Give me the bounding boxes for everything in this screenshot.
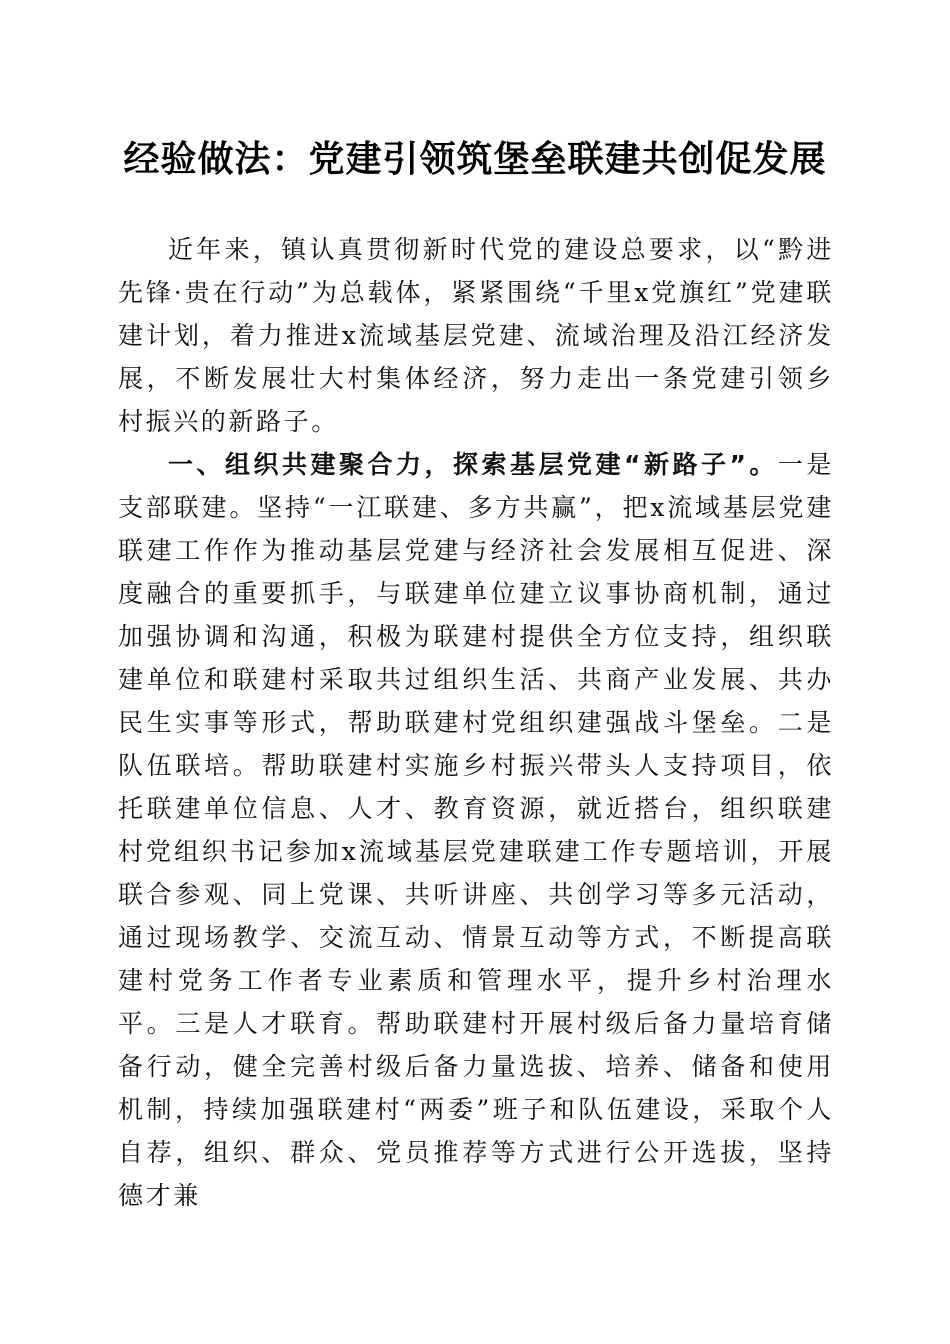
section-heading: 一、组织共建聚合力，探索基层党建“新路子”。 (168, 450, 778, 479)
paragraph-text: 一是支部联建。坚持“一江联建、多方共赢”，把x流域基层党建联建工作作为推动基层党建与经济社会发展相互促进、深度融合的重要抓手，与联建单位建立议事协商机制，通过加强协调和沟通，积极为联建村提供全方位支持，组织联建单位和联建村采取共过组织生活、共商产业发展、共办民生实事等形式，帮助联建村党组织建强战斗堡垒。二是队伍联培。帮助联建村实施乡村振兴带头人支持项目，依托联建单位信息、人才、教育资源，就近搭台，组织联建村党组织书记参加x流域基层党建联建工作专题培训，开展联合参观、同上党课、共听讲座、共创学习等多元活动，通过现场教学、交流互动、情景互动等方式，不断提高联建村党务工作者专业素质和管理水平，提升乡村治理水平。三是人才联育。帮助联建村开展村级后备力量培育储备行动，健全完善村级后备力量选拔、培养、储备和使用机制，持续加强联建村“两委”班子和队伍建设，采取个人自荐，组织、群众、党员推荐等方式进行公开选拔，坚持德才兼 (118, 450, 834, 1210)
document-title: 经验做法：党建引领筑堡垒联建共创促发展 (123, 139, 827, 180)
paragraph-text: 近年来，镇认真贯彻新时代党的建设总要求，以“黔进先锋·贵在行动”为总载体，紧紧围绕“千里x党旗红”党建联建计划，着力推进x流域基层党建、流域治理及沿江经济发展，不断发展壮大村集体经济，努力走出一条党建引领乡村振兴的新路子。 (118, 235, 834, 436)
document-body (118, 228, 834, 1217)
section-one-paragraph (118, 443, 834, 1217)
intro-paragraph (118, 228, 834, 443)
